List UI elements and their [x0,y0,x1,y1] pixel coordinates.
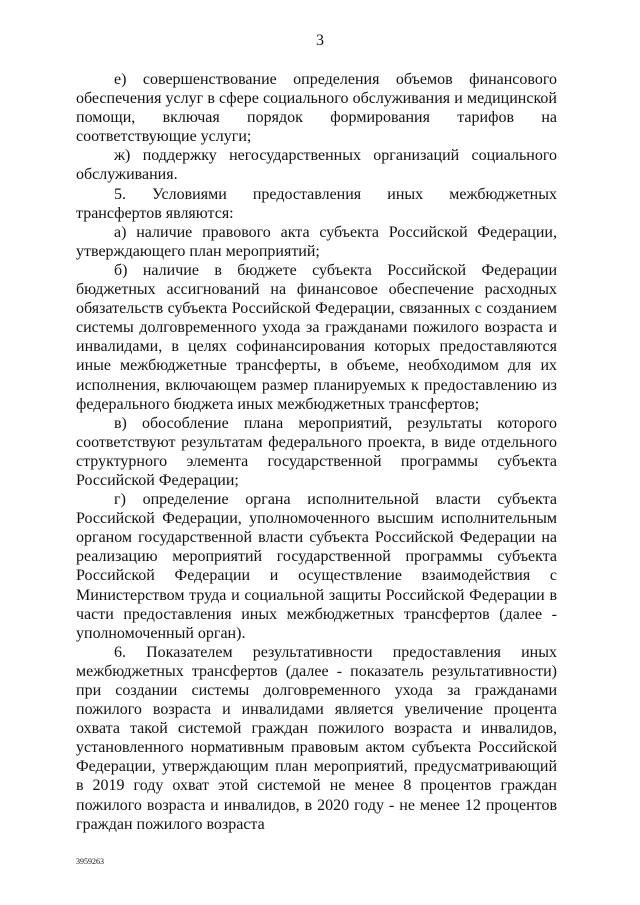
paragraph-item-b: б) наличие в бюджете субъекта Российской Федерации бюджетных ассигнований на финансовое обеспечение расходных обязательств субъекта Российской Федерации, связанных с созданием системы долговременного ухода за гражданами пожилого возраста и инвалидами, в целях софинансирования которых предоставляются иные межбюджетные трансферты, в объеме, необходимом для их исполнения, включающем размер планируемых к предоставлению из федерального бюджета иных межбюджетных трансфертов; [76,261,557,413]
document-code: 3959263 [76,857,104,866]
document-body [76,70,557,834]
paragraph-item-v: в) обособление плана мероприятий, результаты которого соответствуют результатам федерального проекта, в виде отдельного структурного элемента государственной программы субъекта Российской Федерации; [76,414,557,489]
paragraph-item-g: г) определение органа исполнительной власти субъекта Российской Федерации, уполномоченного высшим исполнительным органом государственной власти субъекта Российской Федерации на реализацию мероприятий государственной программы субъекта Российской Федерации и осуществление взаимодействия с Министерством труда и социальной защиты Российской Федерации в части предоставления иных межбюджетных трансфертов (далее - уполномоченный орган). [76,491,557,642]
paragraph-item-e: е) совершенствование определения объемов финансового обеспечения услуг в сфере социального обслуживания и медицинской помощи, включая порядок формирования тарифов на соответствующие услуги; [76,71,557,146]
paragraph-clause-6: 6. Показателем результативности предоставления иных межбюджетных трансфертов (далее - показатель результативности) при создании системы долговременного ухода за гражданами пожилого возраста и инвалидами является увеличение процента охвата такой системой граждан пожилого возраста и инвалидов, установленного нормативным правовым актом субъекта Российской Федерации, утверждающим план мероприятий, предусматривающий в 2019 году охват этой системой не менее 8 процентов граждан пожилого возраста и инвалидов, в 2020 году - не менее 12 процентов граждан пожилого возраста [76,643,557,833]
paragraph-item-zh: ж) поддержку негосударственных организаций социального обслуживания. [76,147,557,184]
paragraph-clause-5: 5. Условиями предоставления иных межбюджетных трансфертов являются: [76,185,557,222]
page-number: 3 [316,32,324,49]
paragraph-item-a: а) наличие правового акта субъекта Российской Федерации, утверждающего план мероприятий; [76,223,557,260]
